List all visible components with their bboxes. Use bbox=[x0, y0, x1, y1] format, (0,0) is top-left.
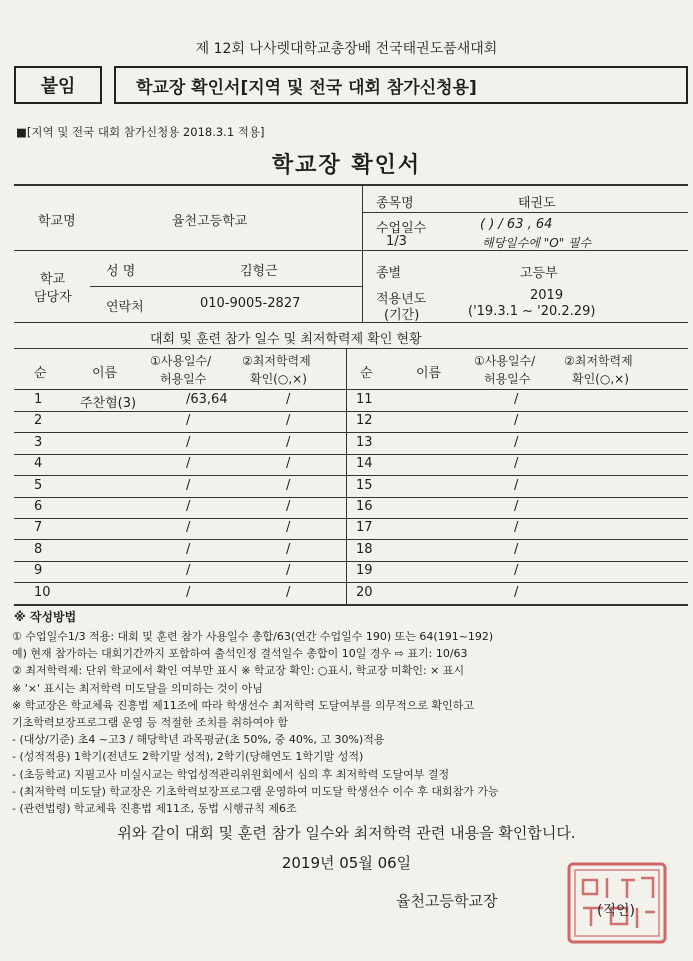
row-days: / bbox=[514, 541, 519, 557]
row-divider bbox=[14, 561, 346, 562]
row-days: / bbox=[186, 456, 191, 472]
row-days: / bbox=[186, 499, 191, 514]
note-line: - (초등학교) 지필고사 미실시교는 학업성적관리위원회에서 심의 후 최저학력 도달여부 결정 bbox=[12, 767, 450, 781]
class-days-value: ( ) / 63 , 64 bbox=[480, 217, 553, 232]
category-value: 고등부 bbox=[520, 266, 558, 281]
row-number: 16 bbox=[356, 499, 373, 514]
row-number: 5 bbox=[34, 477, 43, 493]
form-title: 학교장 확인서[지역 및 전국 대회 참가신청용] bbox=[114, 66, 688, 104]
row-days: / bbox=[514, 477, 519, 493]
col-name-right: 이름 bbox=[416, 366, 442, 381]
note-line: ② 최저학력제: 단위 학교에서 확인 여부만 표시 ※ 학교장 확인: ○표시, 학교장 미확인: × 표시 bbox=[12, 664, 465, 678]
row-number: 3 bbox=[34, 434, 43, 450]
col-no-right: 순 bbox=[360, 366, 373, 381]
row-number: 2 bbox=[34, 413, 43, 429]
class-days-label: 수업일수 bbox=[376, 221, 427, 236]
table-bottom-border bbox=[14, 604, 688, 606]
col-days-right-2: 허용일수 bbox=[484, 372, 531, 386]
row-check: / bbox=[286, 477, 291, 493]
year-value: 2019 bbox=[530, 288, 564, 303]
row-divider bbox=[14, 475, 346, 476]
col-days-left-2: 허용일수 bbox=[160, 372, 207, 386]
principal-name: 율천고등학교장 bbox=[396, 892, 498, 910]
note-line: - (관련법령) 학교체육 진흥법 제11조, 동법 시행규칙 제6조 bbox=[12, 802, 297, 815]
row-days: / bbox=[186, 434, 191, 450]
row-days: / bbox=[186, 563, 191, 579]
header-bottom-border bbox=[14, 389, 688, 390]
year-label: 적용년도 bbox=[376, 292, 427, 307]
table-top-border bbox=[14, 184, 688, 186]
row-check: / bbox=[286, 456, 291, 472]
class-days-sub: 1/3 bbox=[386, 234, 407, 249]
row-name: 주찬혐(3) bbox=[80, 396, 137, 411]
note-line: 예) 현재 참가하는 대회기간까지 포함하여 출석인정 결석일수 총합이 10일 경우 ⇨ 표기: 10/63 bbox=[12, 647, 468, 661]
class-days-note: 해당일수에 "O" 필수 bbox=[482, 236, 592, 250]
info-bottom-border bbox=[14, 322, 688, 323]
col-check-left-1: ②최저학력제 bbox=[242, 354, 311, 368]
row-divider bbox=[14, 411, 346, 412]
school-label: 학교명 bbox=[38, 214, 76, 229]
note-line: - (성적적용) 1학기(전년도 2학기말 성적), 2학기(당해연도 1학기말 성적) bbox=[12, 750, 364, 764]
category-label: 종별 bbox=[376, 266, 402, 281]
participation-title: 대회 및 훈련 참가 일수 및 최저학력제 확인 현황 bbox=[150, 332, 422, 347]
col-check-left-2: 확인(○,×) bbox=[250, 372, 307, 386]
row-number: 14 bbox=[356, 456, 373, 472]
row-check: / bbox=[286, 413, 291, 429]
participation-title-border bbox=[14, 348, 688, 349]
form-subtitle: ■[지역 및 전국 대회 참가신청용 2018.3.1 적용] bbox=[16, 125, 265, 139]
row-number: 17 bbox=[356, 520, 373, 536]
row-number: 7 bbox=[34, 520, 43, 536]
row-divider bbox=[346, 454, 688, 455]
row-days: / bbox=[186, 541, 191, 557]
col-check-right-1: ②최저학력제 bbox=[564, 354, 633, 368]
row-divider bbox=[346, 539, 688, 540]
row-divider bbox=[346, 518, 688, 519]
contact-label: 연락처 bbox=[106, 300, 144, 315]
col-name-left: 이름 bbox=[92, 366, 118, 381]
row-days: / bbox=[186, 477, 191, 493]
year-period: ('19.3.1 ~ '20.2.29) bbox=[468, 304, 596, 319]
seal-label: (직인) bbox=[597, 903, 635, 919]
row-number: 10 bbox=[34, 584, 51, 600]
note-line: 기초학력보장프로그램 운영 등 적절한 조치를 취하여야 함 bbox=[12, 716, 289, 729]
row-number: 8 bbox=[34, 541, 43, 557]
col-days-right-1: ①사용일수/ bbox=[474, 354, 536, 368]
contact-value: 010-9005-2827 bbox=[200, 296, 301, 311]
info-mid-divider bbox=[362, 184, 363, 322]
row-divider bbox=[346, 582, 688, 583]
row-divider bbox=[346, 411, 688, 412]
row-days: / bbox=[514, 584, 519, 600]
row-divider bbox=[346, 497, 688, 498]
row-days: / bbox=[514, 563, 519, 579]
row-days: / bbox=[514, 392, 519, 407]
row-number: 19 bbox=[356, 563, 373, 579]
attachment-tag: 붙임 bbox=[14, 66, 102, 104]
sport-row-divider bbox=[362, 212, 688, 213]
row-divider bbox=[14, 539, 346, 540]
row-days: /63,64 bbox=[186, 392, 228, 407]
name-label: 성 명 bbox=[106, 264, 136, 279]
row-check: / bbox=[286, 563, 291, 579]
notes-heading: ※ 작성방법 bbox=[14, 610, 77, 624]
row-divider bbox=[14, 582, 346, 583]
row-check: / bbox=[286, 392, 291, 407]
row-days: / bbox=[186, 413, 191, 429]
row-days: / bbox=[514, 499, 519, 514]
note-line: ① 수업일수1/3 적용: 대회 및 훈련 참가 사용일수 총합/63(연간 수업일수 190) 또는 64(191~192) bbox=[12, 630, 494, 643]
row-number: 11 bbox=[356, 392, 373, 407]
row-days: / bbox=[514, 520, 519, 536]
row-divider bbox=[14, 432, 346, 433]
row-days: / bbox=[514, 456, 519, 472]
row-number: 12 bbox=[356, 413, 373, 429]
note-line: - (최저학력 미도달) 학교장은 기초학력보장프로그램 운영하여 미도달 학생선수 이수 후 대회참가 가능 bbox=[12, 784, 499, 798]
row-number: 20 bbox=[356, 584, 373, 600]
row-number: 18 bbox=[356, 541, 373, 557]
manager-label-2: 담당자 bbox=[34, 290, 72, 305]
note-line: ※ 학교장은 학교체육 진흥법 제11조에 따라 학생선수 최저학력 도달여부를 의무적으로 확인하고 bbox=[12, 698, 474, 712]
row-check: / bbox=[286, 520, 291, 536]
manager-label-1: 학교 bbox=[40, 272, 66, 287]
row-days: / bbox=[186, 584, 191, 600]
col-days-left-1: ①사용일수/ bbox=[150, 354, 212, 368]
row-number: 1 bbox=[34, 392, 43, 407]
sport-label: 종목명 bbox=[376, 196, 414, 211]
note-line: - (대상/기준) 초4 ~고3 / 해당학년 과목평균(초 50%, 중 40%, 고 30%)적용 bbox=[12, 733, 385, 747]
year-sub: (기간) bbox=[384, 308, 420, 323]
row-divider bbox=[346, 432, 688, 433]
row-check: / bbox=[286, 434, 291, 450]
event-title: 제 12회 나사렛대학교총장배 전국태권도품새대회 bbox=[195, 41, 498, 57]
row-days: / bbox=[514, 413, 519, 429]
row-check: / bbox=[286, 584, 291, 600]
col-check-right-2: 확인(○,×) bbox=[572, 372, 629, 386]
row-divider bbox=[14, 497, 346, 498]
row-divider bbox=[14, 454, 346, 455]
sport-value: 태권도 bbox=[518, 196, 556, 211]
document-title: 학교장 확인서 bbox=[271, 153, 422, 178]
row-number: 9 bbox=[34, 563, 43, 579]
row-number: 4 bbox=[34, 456, 43, 472]
school-name: 율천고등학교 bbox=[172, 214, 248, 229]
row-number: 13 bbox=[356, 434, 373, 450]
row-number: 15 bbox=[356, 477, 373, 493]
confirmation-date: 2019년 05월 06일 bbox=[281, 854, 412, 872]
manager-row-divider bbox=[90, 286, 362, 287]
row-divider bbox=[346, 561, 688, 562]
row-check: / bbox=[286, 499, 291, 514]
row-divider bbox=[14, 518, 346, 519]
school-seal-stamp bbox=[567, 862, 667, 944]
note-line: ※ '×' 표시는 최저학력 미도달을 의미하는 것이 아님 bbox=[12, 681, 263, 695]
row-divider bbox=[346, 475, 688, 476]
name-value: 김형근 bbox=[240, 264, 278, 279]
row-check: / bbox=[286, 541, 291, 557]
confirmation-statement: 위와 같이 대회 및 훈련 참가 일수와 최저학력 관련 내용을 확인합니다. bbox=[117, 824, 576, 842]
row-days: / bbox=[186, 520, 191, 536]
col-no-left: 순 bbox=[34, 366, 47, 381]
row-days: / bbox=[514, 434, 519, 450]
row-number: 6 bbox=[34, 499, 43, 514]
